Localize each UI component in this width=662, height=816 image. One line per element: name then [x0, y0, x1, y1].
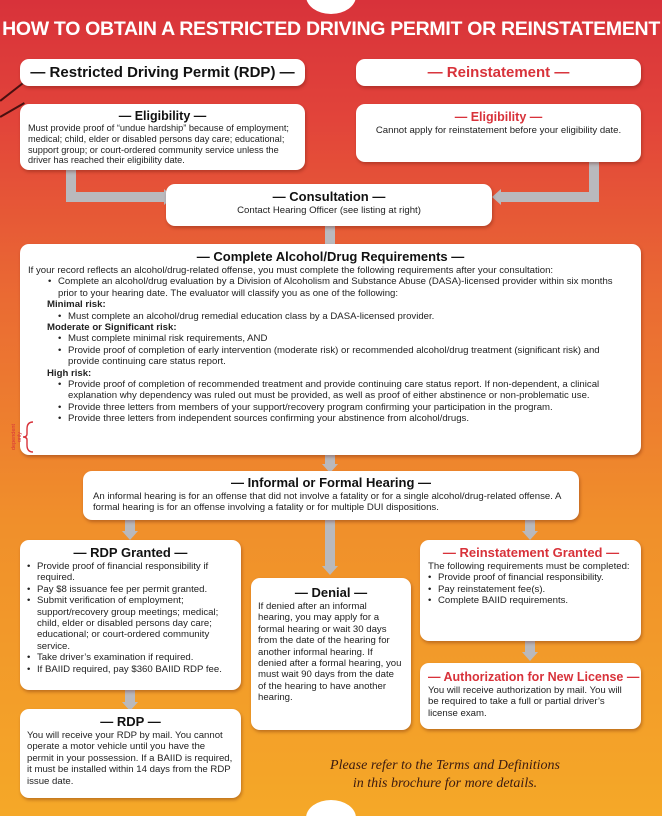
footer-note-line-2: in this brochure for more details.: [352, 776, 538, 791]
minimal-risk-label: Minimal risk:: [47, 299, 106, 311]
consultation-text: Contact Hearing Officer (see listing at right): [237, 205, 421, 216]
rdp-granted-box: [20, 540, 241, 690]
rdp-box: [20, 709, 241, 798]
list-item: • Complete an alcohol/drug evaluation by a Division of Alcoholism and Substance Abuse (DASA)-licensed provider within six months prior to your hearing date. The evaluator will classify you as one of the following:: [48, 276, 633, 299]
arrow-head: [522, 531, 538, 540]
moderate-risk-label: Moderate or Significant risk:: [47, 322, 177, 334]
bottom-notch-decoration: [306, 800, 356, 816]
footer-note-line-1: Please refer to the Terms and Definitions: [330, 758, 560, 773]
reinstatement-header-box: [356, 59, 641, 86]
denial-text: If denied after an informal hearing, you may apply for a formal hearing or wait 30 days from the date of the hearing for another informal hearing. If denied after a formal hearing, you must wait 90 days from the date of the hearing to have another hearing.: [258, 601, 402, 704]
page-title: HOW TO OBTAIN A RESTRICTED DRIVING PERMIT OR REINSTATEMENT: [2, 18, 660, 40]
connector-arrow: [325, 226, 335, 246]
connector-arrow: [325, 520, 335, 568]
list-item: • Must complete minimal risk requirements, AND: [58, 333, 633, 344]
top-notch-decoration: [306, 0, 356, 14]
list-item: • If BAIID required, pay $360 BAIID RDP fee.: [27, 664, 234, 675]
consultation-heading: — Consultation —: [272, 189, 386, 204]
list-item: • Submit verification of employment; support/recovery group meetings; medical; child, elder or disabled persons day care; educational; or court-ordered community service.: [27, 595, 234, 652]
list-item: • Provide proof of financial responsibility.: [428, 572, 634, 583]
dependent-label-text: dependent: [11, 424, 17, 450]
reinstatement-header: — Reinstatement —: [427, 64, 570, 81]
hearing-box: [83, 471, 579, 520]
authorization-heading: — Authorization for New License —: [428, 670, 640, 684]
arrow-head: [322, 566, 338, 575]
eligibility-reinstatement-heading: — Eligibility —: [454, 110, 543, 124]
rdp-granted-list: [27, 561, 234, 675]
arrow-head: [522, 652, 538, 661]
moderate-risk-list: [58, 333, 633, 367]
footer-note: [290, 757, 600, 793]
alcohol-drug-requirements-box: [20, 244, 641, 455]
reinstatement-granted-list: [428, 572, 634, 606]
eligibility-rdp-text: Must provide proof of “undue hardship” because of employment; medical; child, elder or disabled persons day care; educational; support group; or court-ordered community service unless the driver has reached their eligibility date.: [28, 123, 289, 166]
rdp-header-box: [20, 59, 305, 86]
list-item: • Provide proof of completion of early intervention (moderate risk) or recommended alcohol/drug treatment (significant risk) and provide continuing care status report.: [58, 345, 633, 368]
reinstatement-granted-box: [420, 540, 641, 641]
list-item: • Complete BAIID requirements.: [428, 595, 634, 606]
list-item: • Provide proof of completion of recommended treatment and provide continuing care status report. If non-dependent, a clinical explanation why dependency was ruled out must be provided, as well as proof of either abstinence or non-problematic use.: [58, 379, 633, 402]
list-item: • Must complete an alcohol/drug remedial education class by a DASA-licensed provider.: [58, 311, 633, 322]
alcohol-drug-intro: If your record reflects an alcohol/drug-related offense, you must complete the following requirements after your consultation:: [28, 265, 554, 276]
list-item: • Provide three letters from independent sources confirming your abstinence from alcohol/drugs.: [58, 413, 633, 424]
rdp-heading: — RDP —: [100, 714, 161, 729]
dependent-only-label: [11, 420, 37, 454]
minimal-risk-list: [58, 311, 633, 322]
high-risk-list: [58, 379, 633, 425]
connector-arrow: [500, 192, 599, 202]
connector-arrow: [66, 192, 166, 202]
eligibility-reinstatement-text: Cannot apply for reinstatement before your eligibility date.: [375, 125, 622, 136]
alcohol-drug-heading: — Complete Alcohol/Drug Requirements —: [196, 249, 465, 264]
denial-heading: — Denial —: [294, 585, 368, 600]
evaluation-list: [48, 276, 633, 299]
only-label-text: only: [17, 431, 23, 443]
rdp-text: You will receive your RDP by mail. You cannot operate a motor vehicle until you have the permit in your possession. If a BAIID is required, it must be installed within 14 days from the RDP issue date.: [27, 730, 233, 787]
rdp-header: — Restricted Driving Permit (RDP) —: [30, 64, 295, 81]
rdp-granted-heading: — RDP Granted —: [73, 545, 188, 560]
reinstatement-granted-intro: The following requirements must be completed:: [428, 561, 630, 572]
brace-shape: [23, 422, 33, 452]
list-item: • Pay reinstatement fee(s).: [428, 584, 634, 595]
eligibility-rdp-heading: — Eligibility —: [118, 109, 207, 123]
list-item: • Pay $8 issuance fee per permit granted.: [27, 584, 234, 595]
denial-box: [251, 578, 411, 730]
eligibility-reinstatement-box: [356, 104, 641, 162]
hearing-heading: — Informal or Formal Hearing —: [230, 475, 432, 490]
authorization-box: [420, 663, 641, 729]
arrow-head: [122, 531, 138, 540]
eligibility-rdp-box: [20, 104, 305, 170]
authorization-text: You will receive authorization by mail. You will be required to take a full or partial driver’s license exam.: [428, 685, 622, 719]
reinstatement-granted-heading: — Reinstatement Granted —: [442, 545, 620, 560]
list-item: • Provide proof of financial responsibility if required.: [27, 561, 234, 584]
hearing-text: An informal hearing is for an offense that did not involve a fatality or for a single alcohol/drug-related offense. A formal hearing is for an offense involving a fatality or for multiple DUI dispositions.: [93, 491, 561, 514]
arrow-head: [492, 189, 501, 205]
list-item: • Take driver’s examination if required.: [27, 652, 234, 663]
dependent-only-bracket: [11, 420, 37, 454]
list-item: • Provide three letters from members of your support/recovery program confirming your participation in the program.: [58, 402, 633, 413]
consultation-box: [166, 184, 492, 226]
high-risk-label: High risk:: [47, 367, 92, 379]
